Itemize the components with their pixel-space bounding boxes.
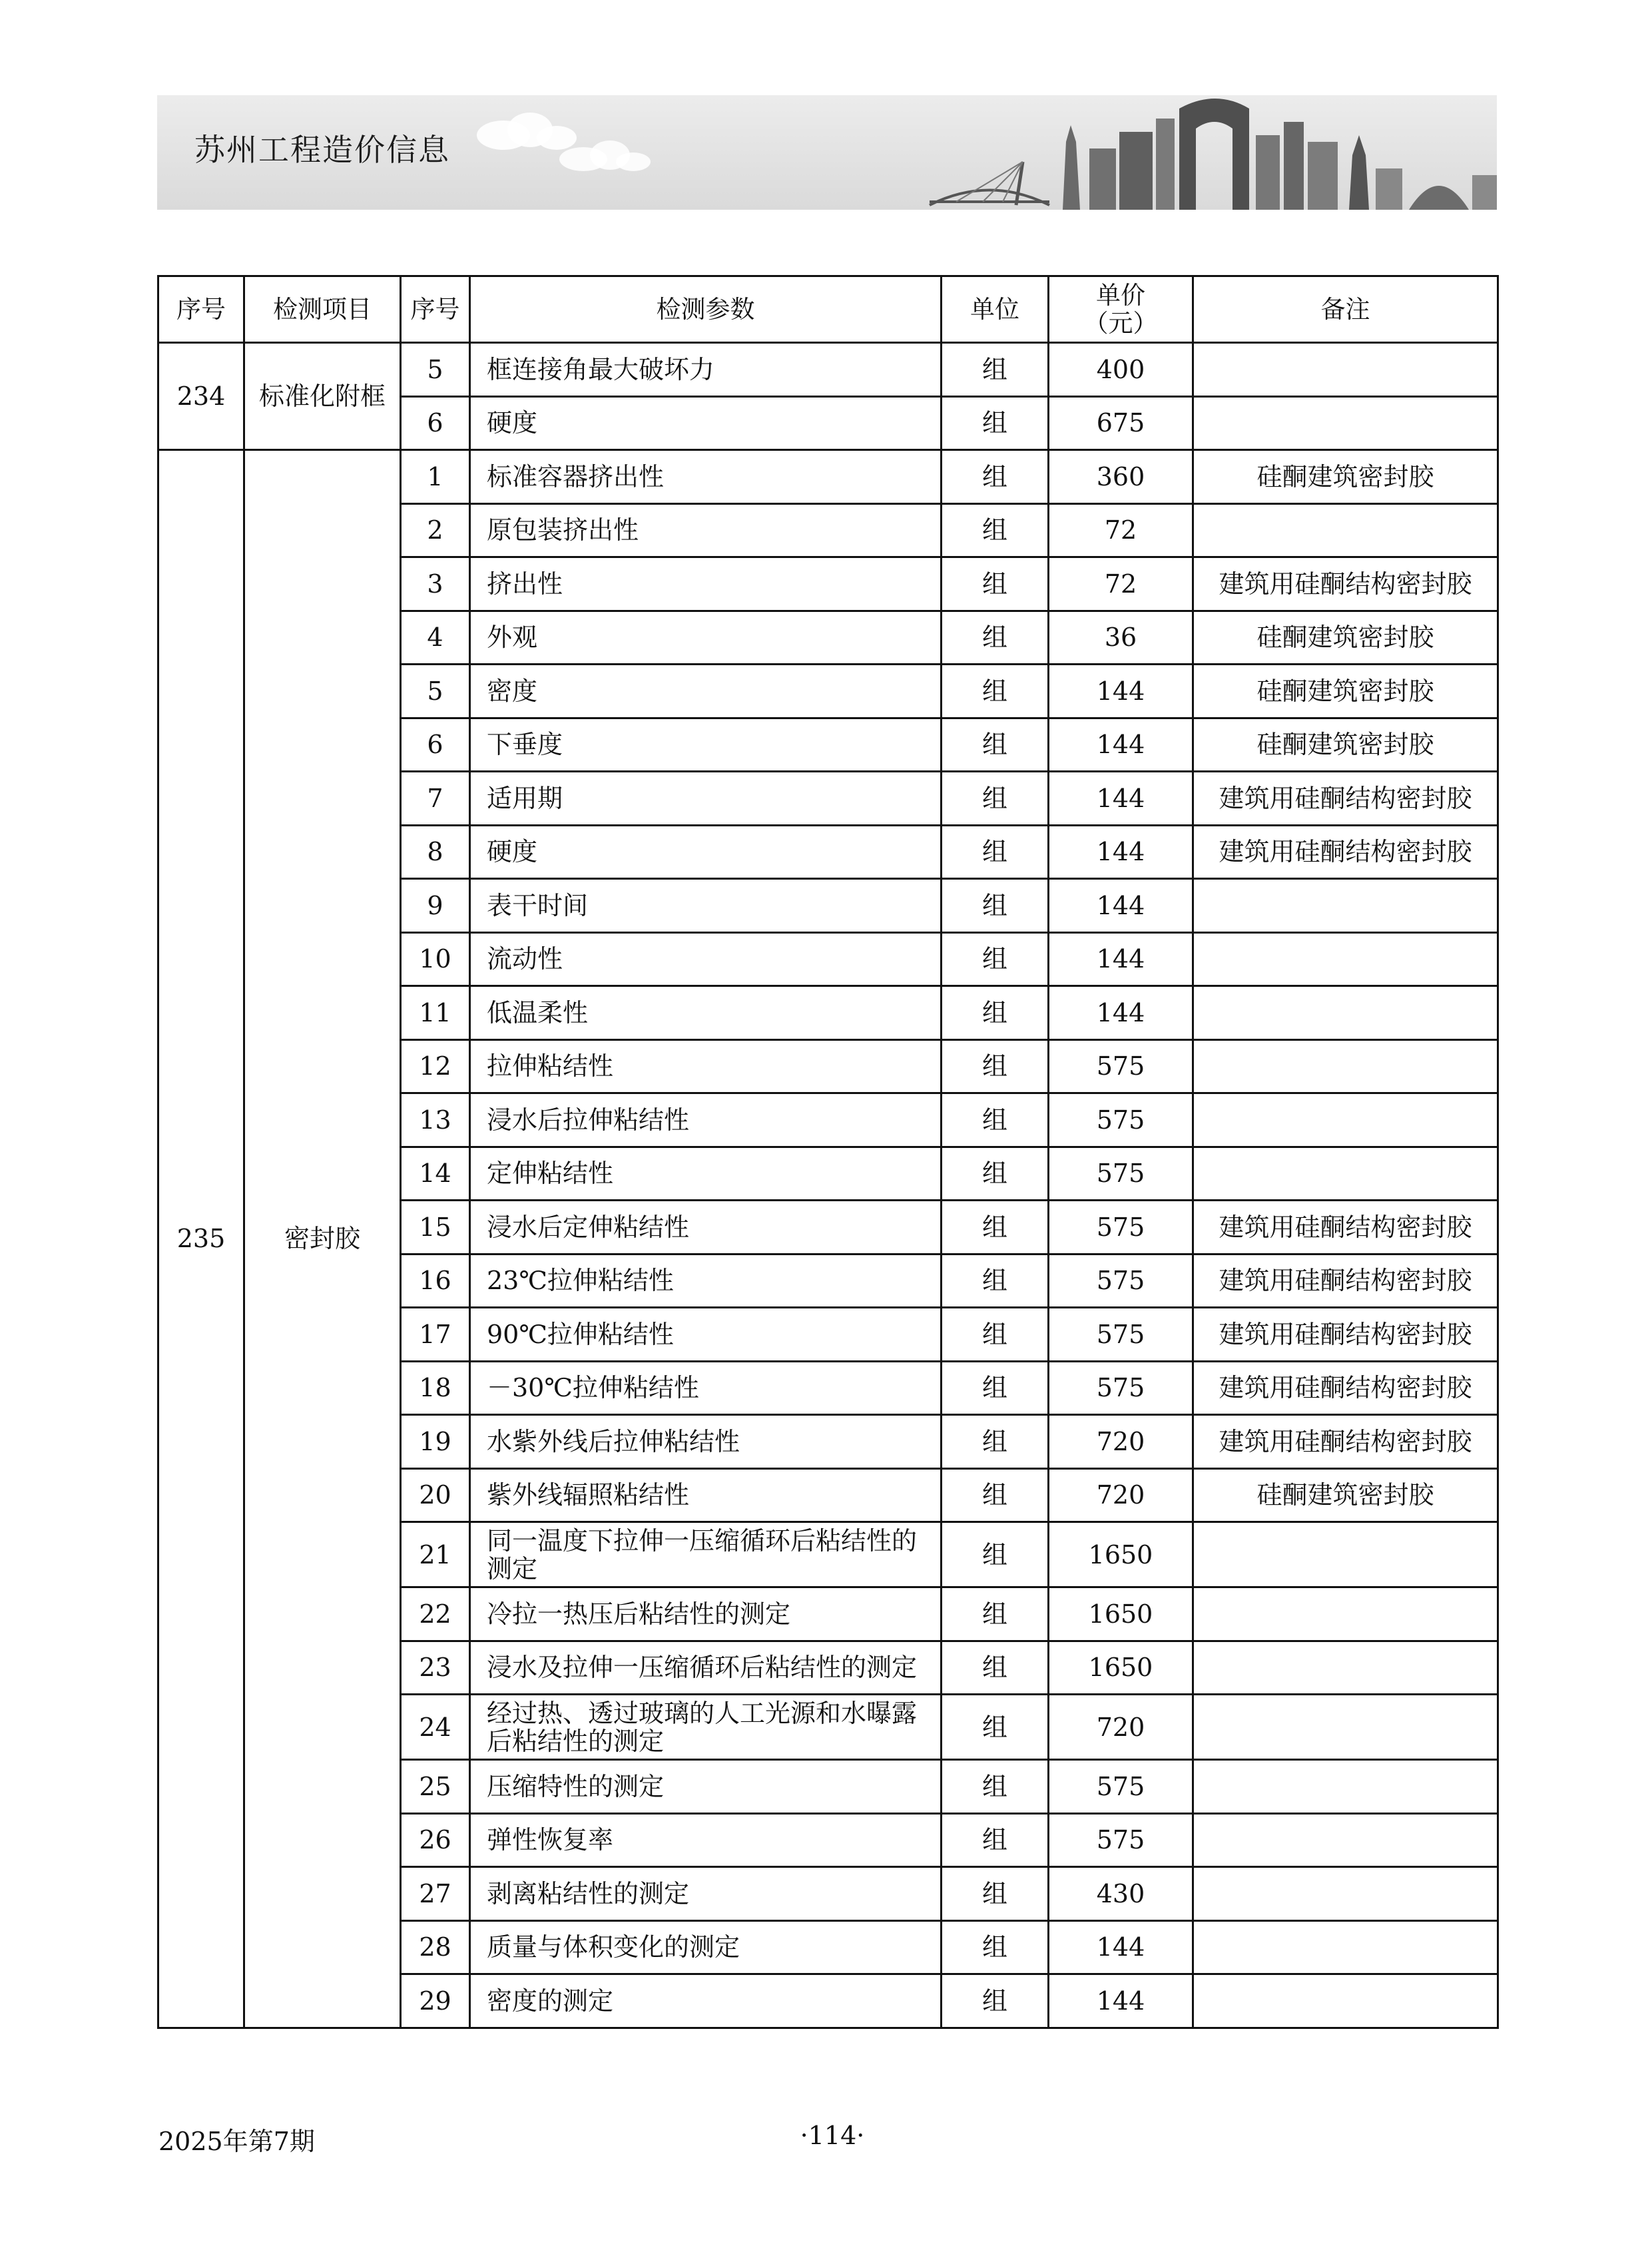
unit-price-cell: 1650	[1049, 1587, 1193, 1641]
unit-price-cell: 400	[1049, 343, 1193, 397]
sub-number-cell: 5	[401, 343, 470, 397]
sub-number-cell: 5	[401, 665, 470, 718]
unit-price-cell: 575	[1049, 1093, 1193, 1147]
table-row	[158, 343, 1498, 397]
page-number: ·114·	[800, 2121, 865, 2150]
remark-cell: 硅酮建筑密封胶	[1193, 450, 1498, 504]
sub-number-cell: 22	[401, 1587, 470, 1641]
sub-number-cell: 24	[401, 1695, 470, 1760]
unit-cell: 组	[942, 1468, 1049, 1522]
unit-price-cell: 1650	[1049, 1641, 1193, 1695]
unit-price-cell: 720	[1049, 1415, 1193, 1469]
unit-cell: 组	[942, 1308, 1049, 1362]
column-header: 备注	[1193, 276, 1498, 343]
remark-cell	[1193, 503, 1498, 557]
sub-number-cell: 18	[401, 1361, 470, 1415]
unit-cell: 组	[942, 1587, 1049, 1641]
sub-number-cell: 29	[401, 1974, 470, 2028]
sub-number-cell: 6	[401, 718, 470, 772]
remark-cell: 建筑用硅酮结构密封胶	[1193, 1415, 1498, 1469]
unit-cell: 组	[942, 396, 1049, 450]
test-parameter-cell: 90℃拉伸粘结性	[470, 1308, 942, 1362]
unit-cell: 组	[942, 932, 1049, 986]
remark-cell	[1193, 343, 1498, 397]
unit-cell: 组	[942, 1147, 1049, 1201]
test-parameter-cell: 挤出性	[470, 557, 942, 611]
unit-price-cell: 72	[1049, 557, 1193, 611]
sub-number-cell: 20	[401, 1468, 470, 1522]
header-banner	[157, 95, 1497, 210]
column-header: 检测参数	[470, 276, 942, 343]
unit-price-cell: 1650	[1049, 1522, 1193, 1587]
test-parameter-cell: 冷拉一热压后粘结性的测定	[470, 1587, 942, 1641]
remark-cell	[1193, 1147, 1498, 1201]
remark-cell	[1193, 396, 1498, 450]
unit-cell: 组	[942, 1039, 1049, 1093]
remark-cell: 硅酮建筑密封胶	[1193, 611, 1498, 665]
sub-number-cell: 17	[401, 1308, 470, 1362]
remark-cell: 硅酮建筑密封胶	[1193, 665, 1498, 718]
sub-number-cell: 9	[401, 879, 470, 933]
test-parameter-cell: 水紫外线后拉伸粘结性	[470, 1415, 942, 1469]
test-parameter-cell: 流动性	[470, 932, 942, 986]
test-parameter-cell: 拉伸粘结性	[470, 1039, 942, 1093]
group-number-cell: 235	[158, 450, 244, 2028]
unit-cell: 组	[942, 1867, 1049, 1921]
test-parameter-cell: 硬度	[470, 396, 942, 450]
sub-number-cell: 14	[401, 1147, 470, 1201]
unit-cell: 组	[942, 1813, 1049, 1867]
issue-label: 2025年第7期	[158, 2127, 315, 2156]
remark-cell: 建筑用硅酮结构密封胶	[1193, 1308, 1498, 1362]
test-parameter-cell: 原包装挤出性	[470, 503, 942, 557]
unit-cell: 组	[942, 986, 1049, 1040]
unit-price-cell: 575	[1049, 1308, 1193, 1362]
publication-title: 苏州工程造价信息	[194, 132, 450, 168]
unit-price-cell: 720	[1049, 1695, 1193, 1760]
test-parameter-cell: 下垂度	[470, 718, 942, 772]
test-parameter-cell: 低温柔性	[470, 986, 942, 1040]
unit-cell: 组	[942, 1254, 1049, 1308]
unit-cell: 组	[942, 1201, 1049, 1255]
sub-number-cell: 12	[401, 1039, 470, 1093]
remark-cell: 建筑用硅酮结构密封胶	[1193, 1201, 1498, 1255]
unit-price-cell: 575	[1049, 1760, 1193, 1814]
sub-number-cell: 11	[401, 986, 470, 1040]
sub-number-cell: 19	[401, 1415, 470, 1469]
test-parameter-cell: 经过热、透过玻璃的人工光源和水曝露后粘结性的测定	[470, 1695, 942, 1760]
unit-price-cell: 575	[1049, 1147, 1193, 1201]
remark-cell	[1193, 1039, 1498, 1093]
column-header: 单位	[942, 276, 1049, 343]
test-item-cell: 密封胶	[244, 450, 401, 2028]
remark-cell	[1193, 1760, 1498, 1814]
remark-cell	[1193, 1867, 1498, 1921]
unit-cell: 组	[942, 1522, 1049, 1587]
unit-price-cell: 144	[1049, 665, 1193, 718]
remark-cell	[1193, 1974, 1498, 2028]
unit-price-cell: 575	[1049, 1813, 1193, 1867]
unit-price-cell: 72	[1049, 503, 1193, 557]
unit-price-cell: 144	[1049, 879, 1193, 933]
remark-cell: 建筑用硅酮结构密封胶	[1193, 557, 1498, 611]
sub-number-cell: 13	[401, 1093, 470, 1147]
unit-cell: 组	[942, 825, 1049, 879]
remark-cell	[1193, 986, 1498, 1040]
sub-number-cell: 23	[401, 1641, 470, 1695]
test-parameter-cell: 同一温度下拉伸一压缩循环后粘结性的测定	[470, 1522, 942, 1587]
unit-price-cell: 144	[1049, 825, 1193, 879]
test-parameter-cell: 弹性恢复率	[470, 1813, 942, 1867]
unit-price-cell: 144	[1049, 1920, 1193, 1974]
sub-number-cell: 27	[401, 1867, 470, 1921]
column-header: 序号	[158, 276, 244, 343]
sub-number-cell: 16	[401, 1254, 470, 1308]
remark-cell: 建筑用硅酮结构密封胶	[1193, 1361, 1498, 1415]
remark-cell: 硅酮建筑密封胶	[1193, 1468, 1498, 1522]
table-body	[158, 343, 1498, 2028]
group-number-cell: 234	[158, 343, 244, 450]
test-parameter-cell: 适用期	[470, 772, 942, 826]
test-parameter-cell: 压缩特性的测定	[470, 1760, 942, 1814]
unit-cell: 组	[942, 665, 1049, 718]
unit-cell: 组	[942, 879, 1049, 933]
sub-number-cell: 1	[401, 450, 470, 504]
unit-price-cell: 575	[1049, 1201, 1193, 1255]
unit-cell: 组	[942, 611, 1049, 665]
sub-number-cell: 15	[401, 1201, 470, 1255]
remark-cell	[1193, 1093, 1498, 1147]
test-parameter-cell: 紫外线辐照粘结性	[470, 1468, 942, 1522]
unit-price-cell: 430	[1049, 1867, 1193, 1921]
test-parameter-cell: 剥离粘结性的测定	[470, 1867, 942, 1921]
test-parameter-cell: 密度的测定	[470, 1974, 942, 2028]
column-header: 检测项目	[244, 276, 401, 343]
unit-cell: 组	[942, 1695, 1049, 1760]
sub-number-cell: 10	[401, 932, 470, 986]
test-parameter-cell: 外观	[470, 611, 942, 665]
unit-price-cell: 144	[1049, 772, 1193, 826]
remark-cell	[1193, 879, 1498, 933]
sub-number-cell: 7	[401, 772, 470, 826]
sub-number-cell: 3	[401, 557, 470, 611]
unit-cell: 组	[942, 1093, 1049, 1147]
test-parameter-cell: 标准容器挤出性	[470, 450, 942, 504]
unit-cell: 组	[942, 1641, 1049, 1695]
unit-cell: 组	[942, 557, 1049, 611]
sub-number-cell: 6	[401, 396, 470, 450]
remark-cell	[1193, 1522, 1498, 1587]
unit-cell: 组	[942, 503, 1049, 557]
remark-cell	[1193, 1695, 1498, 1760]
remark-cell: 硅酮建筑密封胶	[1193, 718, 1498, 772]
sub-number-cell: 4	[401, 611, 470, 665]
unit-price-cell: 675	[1049, 396, 1193, 450]
sub-number-cell: 28	[401, 1920, 470, 1974]
remark-cell: 建筑用硅酮结构密封胶	[1193, 825, 1498, 879]
sub-number-cell: 21	[401, 1522, 470, 1587]
unit-cell: 组	[942, 718, 1049, 772]
unit-price-cell: 575	[1049, 1254, 1193, 1308]
test-parameter-cell: 硬度	[470, 825, 942, 879]
test-item-cell: 标准化附框	[244, 343, 401, 450]
test-parameter-cell: 浸水后拉伸粘结性	[470, 1093, 942, 1147]
unit-cell: 组	[942, 343, 1049, 397]
remark-cell	[1193, 1641, 1498, 1695]
table-row	[158, 450, 1498, 504]
test-parameter-cell: －30℃拉伸粘结性	[470, 1361, 942, 1415]
test-parameter-cell: 浸水及拉伸一压缩循环后粘结性的测定	[470, 1641, 942, 1695]
test-parameter-cell: 23℃拉伸粘结性	[470, 1254, 942, 1308]
column-header: 单价 （元）	[1049, 276, 1193, 343]
column-header: 序号	[401, 276, 470, 343]
unit-cell: 组	[942, 1974, 1049, 2028]
remark-cell	[1193, 1920, 1498, 1974]
test-parameter-cell: 表干时间	[470, 879, 942, 933]
unit-cell: 组	[942, 772, 1049, 826]
test-parameter-cell: 密度	[470, 665, 942, 718]
unit-cell: 组	[942, 1920, 1049, 1974]
unit-price-cell: 144	[1049, 1974, 1193, 2028]
remark-cell: 建筑用硅酮结构密封胶	[1193, 1254, 1498, 1308]
table-header-row	[158, 276, 1498, 343]
test-parameter-cell: 定伸粘结性	[470, 1147, 942, 1201]
remark-cell	[1193, 1587, 1498, 1641]
unit-price-cell: 720	[1049, 1468, 1193, 1522]
unit-price-cell: 144	[1049, 986, 1193, 1040]
unit-cell: 组	[942, 1415, 1049, 1469]
unit-price-cell: 144	[1049, 932, 1193, 986]
unit-cell: 组	[942, 1760, 1049, 1814]
price-table	[157, 275, 1499, 2029]
test-parameter-cell: 质量与体积变化的测定	[470, 1920, 942, 1974]
unit-cell: 组	[942, 1361, 1049, 1415]
unit-price-cell: 36	[1049, 611, 1193, 665]
unit-cell: 组	[942, 450, 1049, 504]
unit-price-cell: 575	[1049, 1361, 1193, 1415]
sub-number-cell: 26	[401, 1813, 470, 1867]
test-parameter-cell: 浸水后定伸粘结性	[470, 1201, 942, 1255]
test-parameter-cell: 框连接角最大破坏力	[470, 343, 942, 397]
sub-number-cell: 8	[401, 825, 470, 879]
unit-price-cell: 360	[1049, 450, 1193, 504]
remark-cell	[1193, 1813, 1498, 1867]
sub-number-cell: 25	[401, 1760, 470, 1814]
remark-cell: 建筑用硅酮结构密封胶	[1193, 772, 1498, 826]
sub-number-cell: 2	[401, 503, 470, 557]
unit-price-cell: 144	[1049, 718, 1193, 772]
remark-cell	[1193, 932, 1498, 986]
unit-price-cell: 575	[1049, 1039, 1193, 1093]
